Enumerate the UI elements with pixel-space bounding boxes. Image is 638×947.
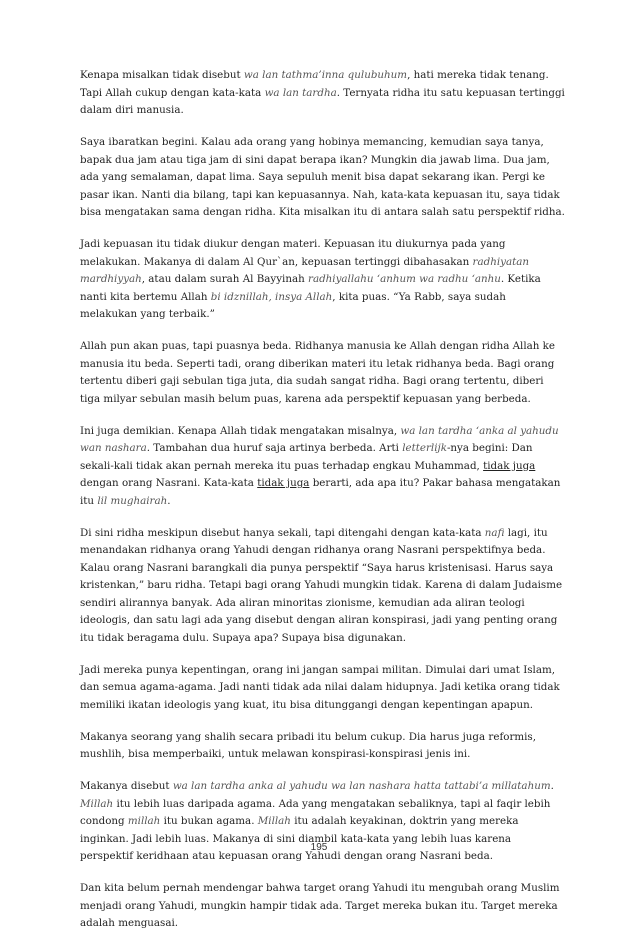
italic-term: wa lan tardha ‘anka al yahudu wan nashara (80, 424, 559, 454)
italic-term: radhiyallahu ‘anhum wa radhu ‘anhu (308, 273, 501, 285)
text-run: -nya begini: Dan sekali-kali tidak akan pernah mereka itu puas terhadap engkau Muhammad, (80, 442, 533, 472)
text-run: Jadi mereka punya kepentingan, orang ini jangan sampai militan. Dimulai dari umat Islam, dan semua agama-agama. Jadi nanti tidak ada nilai dalam hidupnya. Jadi ketika orang tidak memiliki ikatan ideologis yang kuat, itu bisa ditunggangi dengan kepentingan apapun. (80, 663, 560, 711)
italic-term: lil mughairah (97, 494, 168, 507)
paragraph (80, 423, 566, 511)
text-run: Makanya seorang yang shalih secara pribadi itu belum cukup. Dia harus juga reformis, mushlih, bisa memperbaiki, untuk melawan konspirasi-konspirasi jenis ini. (80, 730, 536, 760)
text-run: , atau dalam surah Al Bayyinah (141, 273, 309, 285)
text-run: , kita puas. “Ya Rabb, saya sudah melakukan yang terbaik.” (80, 290, 506, 320)
paragraph (80, 880, 566, 933)
text-run: itu adalah keyakinan, doktrin yang mereka inginkan. Jadi lebih luas. Makanya di sini diambil kata-kata yang lebih luas karena perspektif keridhaan atau kepuasan orang Yahudi dengan orang Nasrani beda. (80, 815, 519, 862)
text-run: berarti, ada apa itu? Pakar bahasa mengatakan itu (80, 477, 561, 507)
text-run: Kenapa misalkan tidak disebut (80, 69, 244, 81)
italic-term: wa lan tardha (264, 86, 337, 99)
text-run: Dan kita belum pernah mendengar bahwa target orang Yahudi itu mengubah orang Muslim menjadi orang Yahudi, mungkin hampir tidak ada. Target mereka bukan itu. Target mereka adalah menguasai. (80, 882, 560, 929)
text-run: Jadi kepuasan itu tidak diukur dengan materi. Kepuasan itu diukurnya pada yang melakukan. Makanya di dalam Al Qur`an, kepuasan tertinggi dibahasakan (80, 238, 506, 268)
italic-term: wa lan tathma’inna qulubuhum (243, 69, 408, 81)
text-run: Saya ibaratkan begini. Kalau ada orang yang hobinya memancing, kemudian saya tanya, bapak dua jam atau tiga jam di sini dapat berapa ikan? Mungkin dia jawab lima. Dua jam, ada yang semalaman, dapat lima. Saya sepuluh menit bisa dapat sekarang ikan. Pergi ke pasar ikan. Nanti dia bilang, tapi kan kepuasannya. Nah, kata-kata kepuasan itu, saya tidak bisa mengatakan sama dengan ridha. Kita misalkan itu di antara salah satu perspektif ridha. (80, 136, 565, 218)
paragraph (80, 134, 566, 222)
text-run: . Ketika nanti kita bertemu Allah (80, 273, 541, 303)
text-run: , hati mereka tidak tenang. Tapi Allah cukup dengan kata-kata (80, 69, 549, 99)
text-run: . (550, 780, 554, 792)
text-run: itu bukan agama. (160, 815, 258, 827)
italic-term: Millah (257, 815, 291, 827)
text-run: . Ternyata ridha itu satu kepuasan tertinggi dalam diri manusia. (80, 86, 565, 116)
text-run: Allah pun akan puas, tapi puasnya beda. Ridhanya manusia ke Allah dengan ridha Allah ke manusia itu beda. Seperti tadi, orang diberikan materi itu letak ridhanya beda. Bagi orang tertentu diberi gaji sebulan tiga juta, dia sudah sangat ridha. Bagi orang tertentu, diberi tiga milyar sebulan masih belum puas, karena ada perspektif kepuasan yang berbeda. (80, 340, 556, 405)
text-run: Makanya disebut (80, 780, 173, 792)
paragraph (80, 236, 566, 324)
paragraph (80, 729, 566, 764)
italic-term: nafi (484, 526, 505, 539)
page-number: 195 (310, 842, 328, 853)
italic-term: wa lan tardha anka al yahudu wa lan nashara hatta tattabi’a millatahum (172, 780, 551, 792)
text-run: Di sini ridha meskipun disebut hanya sekali, tapi ditengahi dengan kata-kata (80, 526, 485, 539)
text-run: dengan orang Nasrani. Kata-kata (80, 477, 258, 489)
italic-term: Millah (80, 797, 114, 810)
text-run: . Tambahan dua huruf saja artinya berbeda. Arti (146, 442, 403, 454)
text-run: Ini juga demikian. Kenapa Allah tidak mengatakan misalnya, (80, 424, 401, 437)
paragraph (80, 338, 566, 408)
paragraph (80, 525, 566, 648)
italic-term: radhiyatan mardhiyyah (80, 255, 529, 285)
text-run: itu lebih luas daripada agama. Ada yang mengatakan sebaliknya, tapi al faqir lebih condong (80, 797, 551, 827)
underlined-phrase: tidak juga (257, 477, 310, 489)
text-run: lagi, itu menandakan ridhanya orang Yahudi dengan ridhanya orang Nasrani perspektifnya beda. Kalau orang Nasrani barangkali dia punya perspektif “Saya harus kristenisasi. Harus saya kristenkan,” baru ridha. Tetapi bagi orang Yahudi mungkin tidak. Karena di dalam Judaisme sendiri alirannya banyak. Ada aliran minoritas zionisme, kemudian ada aliran teologi ideologis, dan satu lagi ada yang disebut dengan aliran konspirasi, jadi yang penting orang itu tidak beragama dulu. Supaya apa? Supaya bisa digunakan. (80, 526, 563, 644)
text-run: . (167, 494, 171, 507)
italic-term: millah (127, 815, 161, 827)
underlined-phrase: tidak juga (483, 459, 536, 472)
paragraph (80, 662, 566, 715)
page-body (80, 67, 566, 947)
paragraph (80, 67, 566, 120)
italic-term: bi idznillah, insya Allah (210, 290, 333, 303)
italic-term: letterlijk (402, 442, 447, 454)
